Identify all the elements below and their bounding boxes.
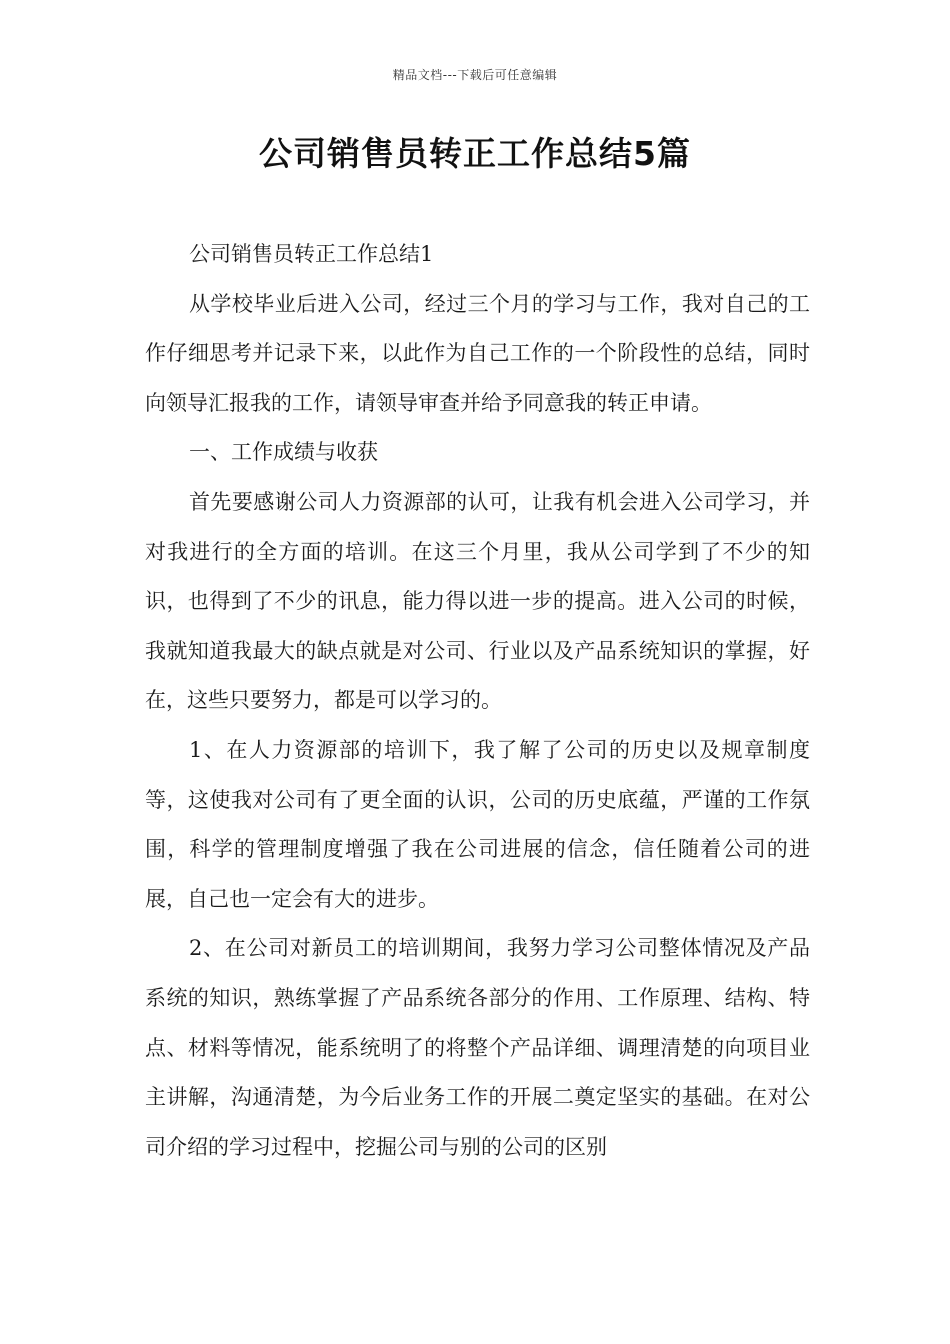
paragraph: 首先要感谢公司人力资源部的认可，让我有机会进入公司学习，并对我进行的全方面的培训。在这三个月里，我从公司学到了不少的知识，也得到了不少的讯息，能力得以进一步的提高。进入公司的时候，我就知道我最大的缺点就是对公司、行业以及产品系统知识的掌握，好在，这些只要努力，都是可以学习的。 bbox=[145, 489, 810, 713]
document-body bbox=[145, 230, 810, 1172]
paragraph: 2、在公司对新员工的培训期间，我努力学习公司整体情况及产品系统的知识，熟练掌握了产品系统各部分的作用、工作原理、结构、特点、材料等情况，能系统明了的将整个产品详细、调理清楚的向项目业主讲解，沟通清楚，为今后业务工作的开展二奠定坚实的基础。在对公司介绍的学习过程中，挖掘公司与别的公司的区别 bbox=[145, 936, 810, 1159]
paragraph: 从学校毕业后进入公司，经过三个月的学习与工作，我对自己的工作仔细思考并记录下来，以此作为自己工作的一个阶段性的总结，同时向领导汇报我的工作，请领导审查并给予同意我的转正申请。 bbox=[145, 291, 810, 415]
section-heading: 公司销售员转正工作总结1 bbox=[189, 242, 434, 266]
section-heading: 一、工作成绩与收获 bbox=[189, 440, 378, 465]
paragraph: 1、在人力资源部的培训下，我了解了公司的历史以及规章制度等，这使我对公司有了更全面的认识，公司的历史底蕴，严谨的工作氛围，科学的管理制度增强了我在公司进展的信念，信任随着公司的进展，自己也一定会有大的进步。 bbox=[145, 737, 810, 911]
header-note: 精品文档---下载后可任意编辑 bbox=[392, 68, 558, 82]
document-title: 公司销售员转正工作总结5篇 bbox=[259, 134, 691, 173]
